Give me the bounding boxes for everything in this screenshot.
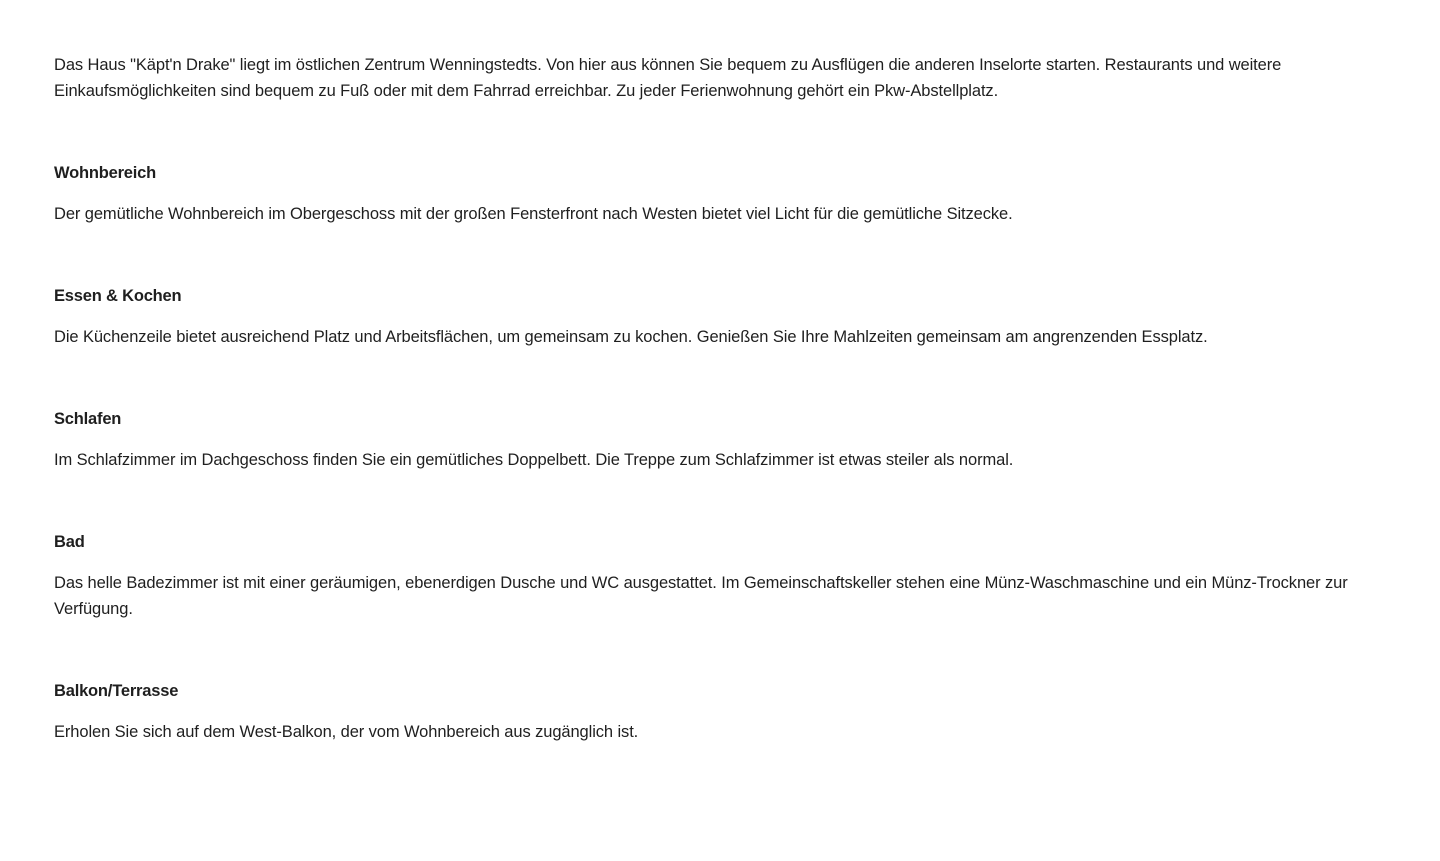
section-essen-kochen: [54, 283, 1354, 350]
property-description: [54, 52, 1354, 745]
section-text: Die Küchenzeile bietet ausreichend Platz und Arbeitsflächen, um gemeinsam zu kochen. Genießen Sie Ihre Mahlzeiten gemeinsam am angrenzenden Essplatz.: [54, 328, 1208, 346]
section-title: Essen & Kochen: [54, 287, 182, 305]
section-title: Bad: [54, 533, 85, 551]
section-wohnbereich: [54, 160, 1354, 227]
section-text: Der gemütliche Wohnbereich im Obergeschoss mit der großen Fensterfront nach Westen bietet viel Licht für die gemütliche Sitzecke.: [54, 205, 1013, 223]
section-title: Schlafen: [54, 410, 122, 428]
section-balkon-terrasse: [54, 678, 1354, 745]
section-title: Wohnbereich: [54, 164, 157, 182]
section-text: Erholen Sie sich auf dem West-Balkon, der vom Wohnbereich aus zugänglich ist.: [54, 723, 639, 741]
intro-paragraph: Das Haus "Käpt'n Drake" liegt im östlichen Zentrum Wenningstedts. Von hier aus können Sie bequem zu Ausflügen die anderen Inselorte starten. Restaurants und weitere Einkaufsmöglichkeiten sind bequem zu Fuß oder mit dem Fahrrad erreichbar. Zu jeder Ferienwohnung gehört ein Pkw-Abstellplatz.: [54, 56, 1282, 100]
section-text: Im Schlafzimmer im Dachgeschoss finden Sie ein gemütliches Doppelbett. Die Treppe zum Schlafzimmer ist etwas steiler als normal.: [54, 451, 1014, 469]
section-title: Balkon/Terrasse: [54, 682, 179, 700]
section-schlafen: [54, 406, 1354, 473]
section-bad: [54, 529, 1354, 622]
section-text: Das helle Badezimmer ist mit einer geräumigen, ebenerdigen Dusche und WC ausgestattet. Im Gemeinschaftskeller stehen eine Münz-Waschmaschine und ein Münz-Trockner zur Verfügung.: [54, 574, 1348, 618]
